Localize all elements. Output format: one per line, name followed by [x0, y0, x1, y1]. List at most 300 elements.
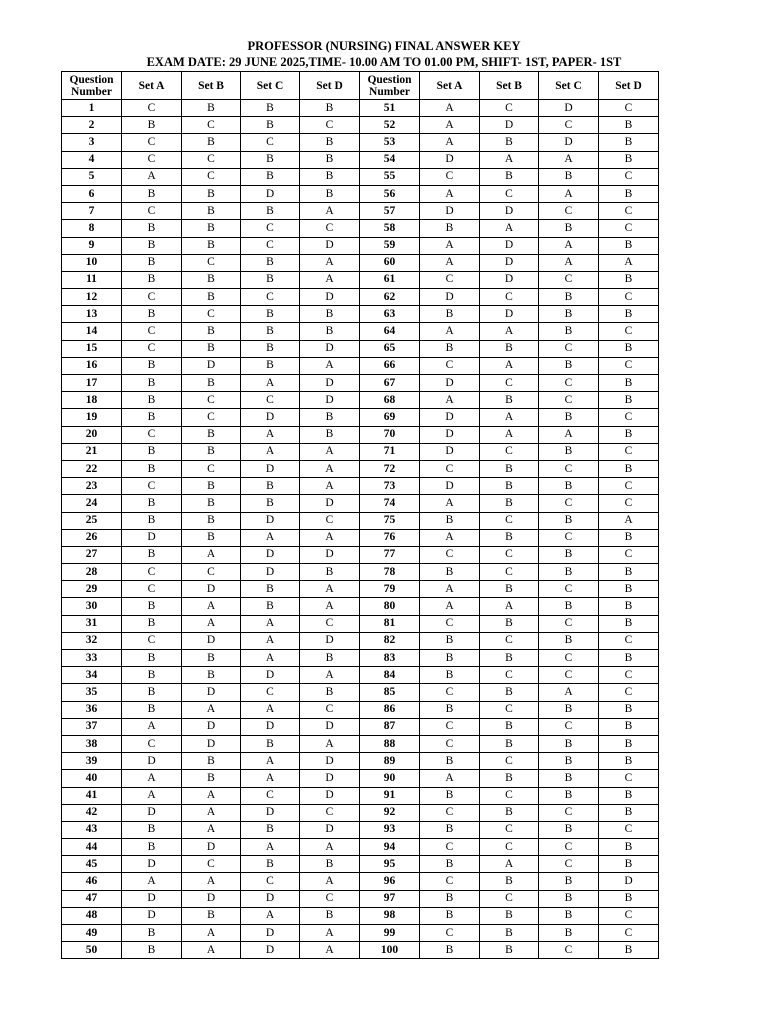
- set-c-answer: B: [241, 117, 300, 134]
- question-number: 39: [62, 753, 122, 770]
- set-c-answer: A: [539, 426, 599, 443]
- set-c-answer: C: [539, 117, 599, 134]
- set-c-answer: A: [241, 375, 300, 392]
- set-c-answer: C: [539, 667, 599, 684]
- set-c-answer: A: [539, 185, 599, 202]
- set-c-answer: C: [241, 237, 300, 254]
- question-number: 50: [62, 942, 122, 959]
- set-b-answer: B: [182, 271, 241, 288]
- set-d-answer: A: [599, 512, 659, 529]
- set-b-answer: B: [480, 615, 539, 632]
- table-row: [62, 598, 659, 615]
- set-c-answer: B: [539, 512, 599, 529]
- set-b-answer: D: [480, 271, 539, 288]
- set-a-answer: D: [420, 443, 480, 460]
- question-number: 69: [360, 409, 420, 426]
- question-number: 77: [360, 546, 420, 563]
- set-c-answer: B: [539, 632, 599, 649]
- question-number: 44: [62, 839, 122, 856]
- table-row: [62, 117, 659, 134]
- set-a-answer: C: [420, 839, 480, 856]
- answer-key-table: [61, 71, 659, 959]
- question-number: 94: [360, 839, 420, 856]
- set-d-answer: C: [599, 495, 659, 512]
- set-b-answer: A: [182, 701, 241, 718]
- set-b-answer: B: [182, 667, 241, 684]
- set-d-answer: B: [599, 735, 659, 752]
- question-number: 68: [360, 392, 420, 409]
- header-set-a: Set A: [122, 72, 182, 100]
- set-b-answer: B: [480, 770, 539, 787]
- set-b-answer: C: [480, 289, 539, 306]
- table-row: [62, 770, 659, 787]
- set-d-answer: A: [599, 254, 659, 271]
- set-c-answer: B: [241, 254, 300, 271]
- question-number: 66: [360, 357, 420, 374]
- question-number: 100: [360, 942, 420, 959]
- set-a-answer: C: [420, 460, 480, 477]
- set-c-answer: C: [539, 804, 599, 821]
- set-d-answer: B: [599, 787, 659, 804]
- set-d-answer: B: [599, 426, 659, 443]
- set-b-answer: A: [480, 409, 539, 426]
- table-row: [62, 185, 659, 202]
- set-b-answer: A: [480, 151, 539, 168]
- set-b-answer: A: [480, 220, 539, 237]
- set-a-answer: A: [122, 168, 182, 185]
- set-d-answer: A: [300, 460, 360, 477]
- set-a-answer: B: [122, 667, 182, 684]
- set-c-answer: C: [241, 392, 300, 409]
- set-c-answer: A: [241, 615, 300, 632]
- set-b-answer: A: [182, 615, 241, 632]
- set-a-answer: B: [122, 598, 182, 615]
- table-row: [62, 925, 659, 942]
- set-a-answer: D: [420, 375, 480, 392]
- question-number: 30: [62, 598, 122, 615]
- set-c-answer: B: [539, 873, 599, 890]
- set-a-answer: A: [122, 770, 182, 787]
- set-b-answer: B: [480, 650, 539, 667]
- set-b-answer: B: [182, 237, 241, 254]
- set-d-answer: A: [300, 357, 360, 374]
- set-a-answer: B: [122, 117, 182, 134]
- set-a-answer: C: [420, 168, 480, 185]
- set-d-answer: C: [599, 100, 659, 117]
- set-b-answer: B: [182, 529, 241, 546]
- set-d-answer: B: [599, 185, 659, 202]
- set-b-answer: B: [480, 735, 539, 752]
- set-a-answer: B: [420, 667, 480, 684]
- set-b-answer: C: [182, 409, 241, 426]
- question-number: 62: [360, 289, 420, 306]
- set-a-answer: A: [420, 134, 480, 151]
- set-a-answer: B: [420, 220, 480, 237]
- set-c-answer: B: [241, 856, 300, 873]
- set-a-answer: B: [122, 409, 182, 426]
- document-title: PROFESSOR (NURSING) FINAL ANSWER KEY: [247, 39, 521, 53]
- set-d-answer: A: [300, 271, 360, 288]
- set-a-answer: B: [122, 460, 182, 477]
- set-b-answer: B: [182, 340, 241, 357]
- set-b-answer: A: [480, 323, 539, 340]
- set-b-answer: B: [480, 942, 539, 959]
- set-d-answer: B: [599, 564, 659, 581]
- table-row: [62, 529, 659, 546]
- set-d-answer: C: [599, 684, 659, 701]
- set-d-answer: A: [300, 203, 360, 220]
- set-d-answer: B: [599, 237, 659, 254]
- question-number: 5: [62, 168, 122, 185]
- set-d-answer: D: [300, 770, 360, 787]
- question-number: 87: [360, 718, 420, 735]
- set-d-answer: B: [300, 907, 360, 924]
- table-row: [62, 100, 659, 117]
- set-a-answer: C: [420, 873, 480, 890]
- set-d-answer: A: [300, 839, 360, 856]
- set-b-answer: D: [182, 357, 241, 374]
- question-number: 20: [62, 426, 122, 443]
- set-c-answer: B: [241, 357, 300, 374]
- set-d-answer: C: [599, 220, 659, 237]
- question-number: 36: [62, 701, 122, 718]
- set-a-answer: B: [420, 650, 480, 667]
- question-number: 12: [62, 289, 122, 306]
- set-c-answer: D: [241, 890, 300, 907]
- set-c-answer: D: [241, 942, 300, 959]
- table-row: [62, 375, 659, 392]
- set-b-answer: B: [182, 185, 241, 202]
- set-c-answer: C: [539, 271, 599, 288]
- set-a-answer: B: [122, 495, 182, 512]
- set-b-answer: B: [480, 804, 539, 821]
- table-row: [62, 718, 659, 735]
- set-b-answer: C: [480, 185, 539, 202]
- question-number: 31: [62, 615, 122, 632]
- set-b-answer: C: [480, 890, 539, 907]
- header-set-c: Set C: [539, 72, 599, 100]
- set-b-answer: C: [480, 701, 539, 718]
- set-b-answer: B: [480, 460, 539, 477]
- question-number: 59: [360, 237, 420, 254]
- question-number: 60: [360, 254, 420, 271]
- set-d-answer: D: [300, 821, 360, 838]
- set-c-answer: D: [241, 512, 300, 529]
- set-c-answer: B: [539, 564, 599, 581]
- set-b-answer: B: [480, 134, 539, 151]
- set-b-answer: D: [182, 581, 241, 598]
- question-number: 79: [360, 581, 420, 598]
- set-b-answer: B: [182, 100, 241, 117]
- set-d-answer: A: [300, 667, 360, 684]
- set-b-answer: C: [182, 254, 241, 271]
- set-d-answer: C: [599, 770, 659, 787]
- set-c-answer: D: [241, 460, 300, 477]
- set-c-answer: C: [241, 787, 300, 804]
- question-number: 73: [360, 478, 420, 495]
- table-row: [62, 735, 659, 752]
- set-a-answer: B: [420, 942, 480, 959]
- header-row: [62, 72, 659, 100]
- set-c-answer: D: [241, 564, 300, 581]
- set-a-answer: C: [122, 323, 182, 340]
- set-c-answer: B: [241, 495, 300, 512]
- set-a-answer: A: [420, 495, 480, 512]
- table-row: [62, 254, 659, 271]
- set-a-answer: C: [420, 925, 480, 942]
- question-number: 28: [62, 564, 122, 581]
- set-a-answer: B: [420, 632, 480, 649]
- table-row: [62, 151, 659, 168]
- set-b-answer: B: [480, 873, 539, 890]
- set-a-answer: B: [420, 340, 480, 357]
- set-c-answer: B: [241, 581, 300, 598]
- set-d-answer: C: [300, 615, 360, 632]
- set-a-answer: C: [122, 151, 182, 168]
- set-d-answer: D: [300, 632, 360, 649]
- set-b-answer: C: [182, 168, 241, 185]
- set-c-answer: B: [539, 770, 599, 787]
- set-c-answer: B: [539, 907, 599, 924]
- question-number: 47: [62, 890, 122, 907]
- question-number: 2: [62, 117, 122, 134]
- set-c-answer: C: [539, 203, 599, 220]
- set-b-answer: D: [182, 735, 241, 752]
- set-d-answer: B: [599, 460, 659, 477]
- table-row: [62, 220, 659, 237]
- set-a-answer: B: [122, 220, 182, 237]
- set-d-answer: D: [300, 495, 360, 512]
- set-c-answer: B: [539, 409, 599, 426]
- set-c-answer: D: [539, 100, 599, 117]
- table-row: [62, 873, 659, 890]
- set-c-answer: C: [539, 460, 599, 477]
- table-row: [62, 237, 659, 254]
- set-d-answer: B: [300, 306, 360, 323]
- set-c-answer: B: [241, 203, 300, 220]
- set-c-answer: A: [241, 701, 300, 718]
- set-b-answer: B: [480, 495, 539, 512]
- set-d-answer: B: [599, 942, 659, 959]
- set-c-answer: A: [241, 907, 300, 924]
- set-a-answer: B: [122, 185, 182, 202]
- question-number: 56: [360, 185, 420, 202]
- set-a-answer: D: [420, 409, 480, 426]
- set-d-answer: C: [599, 546, 659, 563]
- set-d-answer: B: [599, 718, 659, 735]
- set-d-answer: C: [599, 821, 659, 838]
- question-number: 82: [360, 632, 420, 649]
- set-d-answer: D: [599, 873, 659, 890]
- set-b-answer: D: [182, 632, 241, 649]
- set-c-answer: B: [539, 753, 599, 770]
- question-number: 3: [62, 134, 122, 151]
- question-number: 51: [360, 100, 420, 117]
- set-c-answer: C: [539, 495, 599, 512]
- set-b-answer: B: [480, 581, 539, 598]
- set-a-answer: B: [122, 512, 182, 529]
- question-number: 42: [62, 804, 122, 821]
- set-d-answer: C: [599, 168, 659, 185]
- table-row: [62, 856, 659, 873]
- set-d-answer: A: [300, 254, 360, 271]
- question-number: 1: [62, 100, 122, 117]
- table-row: [62, 650, 659, 667]
- table-row: [62, 409, 659, 426]
- table-row: [62, 839, 659, 856]
- set-d-answer: D: [300, 753, 360, 770]
- set-a-answer: B: [122, 357, 182, 374]
- question-number: 99: [360, 925, 420, 942]
- set-b-answer: A: [480, 856, 539, 873]
- set-a-answer: A: [122, 787, 182, 804]
- set-d-answer: B: [599, 804, 659, 821]
- table-row: [62, 512, 659, 529]
- set-b-answer: D: [182, 684, 241, 701]
- question-number: 4: [62, 151, 122, 168]
- table-row: [62, 942, 659, 959]
- set-a-answer: A: [420, 770, 480, 787]
- question-number: 46: [62, 873, 122, 890]
- set-d-answer: D: [300, 237, 360, 254]
- question-number: 34: [62, 667, 122, 684]
- header-set-b: Set B: [182, 72, 241, 100]
- set-a-answer: C: [420, 271, 480, 288]
- set-b-answer: D: [182, 839, 241, 856]
- set-b-answer: A: [182, 787, 241, 804]
- table-row: [62, 546, 659, 563]
- table-row: [62, 134, 659, 151]
- set-d-answer: B: [599, 151, 659, 168]
- set-a-answer: C: [420, 804, 480, 821]
- question-number: 21: [62, 443, 122, 460]
- set-a-answer: B: [420, 753, 480, 770]
- set-c-answer: A: [241, 839, 300, 856]
- set-d-answer: B: [300, 100, 360, 117]
- set-c-answer: A: [241, 632, 300, 649]
- table-row: [62, 753, 659, 770]
- set-b-answer: B: [182, 650, 241, 667]
- set-d-answer: B: [599, 701, 659, 718]
- set-a-answer: B: [122, 306, 182, 323]
- table-row: [62, 392, 659, 409]
- question-number: 96: [360, 873, 420, 890]
- table-row: [62, 804, 659, 821]
- question-number: 81: [360, 615, 420, 632]
- set-c-answer: A: [241, 443, 300, 460]
- set-c-answer: C: [539, 718, 599, 735]
- set-c-answer: C: [539, 340, 599, 357]
- set-c-answer: A: [241, 529, 300, 546]
- question-number: 35: [62, 684, 122, 701]
- set-d-answer: D: [300, 546, 360, 563]
- question-number: 57: [360, 203, 420, 220]
- set-b-answer: B: [182, 495, 241, 512]
- question-number: 74: [360, 495, 420, 512]
- set-a-answer: C: [420, 546, 480, 563]
- set-d-answer: A: [300, 581, 360, 598]
- exam-details: EXAM DATE: 29 JUNE 2025,TIME- 10.00 AM TO 01.00 PM, SHIFT- 1ST, PAPER- 1ST: [146, 55, 622, 69]
- set-c-answer: B: [539, 323, 599, 340]
- set-b-answer: B: [182, 770, 241, 787]
- set-c-answer: A: [241, 770, 300, 787]
- set-a-answer: D: [420, 478, 480, 495]
- set-c-answer: A: [539, 151, 599, 168]
- set-b-answer: D: [182, 718, 241, 735]
- set-b-answer: C: [480, 512, 539, 529]
- set-d-answer: B: [599, 650, 659, 667]
- set-a-answer: B: [420, 512, 480, 529]
- set-d-answer: B: [599, 375, 659, 392]
- set-b-answer: B: [182, 375, 241, 392]
- set-d-answer: C: [599, 925, 659, 942]
- set-c-answer: B: [539, 478, 599, 495]
- set-b-answer: B: [182, 478, 241, 495]
- set-c-answer: B: [539, 701, 599, 718]
- set-b-answer: C: [480, 787, 539, 804]
- set-d-answer: B: [300, 684, 360, 701]
- set-b-answer: C: [182, 117, 241, 134]
- set-a-answer: C: [122, 289, 182, 306]
- set-c-answer: A: [241, 753, 300, 770]
- question-number: 85: [360, 684, 420, 701]
- question-number: 11: [62, 271, 122, 288]
- set-b-answer: B: [480, 907, 539, 924]
- set-c-answer: B: [539, 168, 599, 185]
- set-a-answer: A: [122, 718, 182, 735]
- set-b-answer: C: [182, 151, 241, 168]
- set-b-answer: C: [480, 100, 539, 117]
- set-a-answer: C: [420, 357, 480, 374]
- question-number: 41: [62, 787, 122, 804]
- set-b-answer: C: [480, 546, 539, 563]
- set-d-answer: B: [300, 134, 360, 151]
- set-a-answer: A: [420, 254, 480, 271]
- set-a-answer: B: [420, 856, 480, 873]
- set-d-answer: B: [599, 856, 659, 873]
- question-number: 17: [62, 375, 122, 392]
- set-a-answer: B: [122, 392, 182, 409]
- question-number: 92: [360, 804, 420, 821]
- set-d-answer: A: [300, 942, 360, 959]
- question-number: 29: [62, 581, 122, 598]
- set-b-answer: B: [182, 220, 241, 237]
- set-c-answer: D: [241, 185, 300, 202]
- table-row: [62, 168, 659, 185]
- set-a-answer: B: [122, 237, 182, 254]
- set-a-answer: A: [420, 117, 480, 134]
- set-c-answer: B: [241, 306, 300, 323]
- question-number: 26: [62, 529, 122, 546]
- set-c-answer: A: [241, 426, 300, 443]
- header-question-number: Question Number: [360, 72, 420, 100]
- set-a-answer: A: [420, 598, 480, 615]
- set-b-answer: B: [182, 426, 241, 443]
- set-c-answer: C: [539, 942, 599, 959]
- table-row: [62, 426, 659, 443]
- set-a-answer: C: [420, 684, 480, 701]
- question-number: 55: [360, 168, 420, 185]
- table-row: [62, 907, 659, 924]
- set-a-answer: D: [122, 890, 182, 907]
- set-d-answer: B: [300, 856, 360, 873]
- set-a-answer: A: [420, 323, 480, 340]
- set-a-answer: B: [122, 684, 182, 701]
- set-c-answer: C: [241, 289, 300, 306]
- set-d-answer: D: [300, 718, 360, 735]
- set-b-answer: B: [480, 478, 539, 495]
- set-a-answer: C: [122, 426, 182, 443]
